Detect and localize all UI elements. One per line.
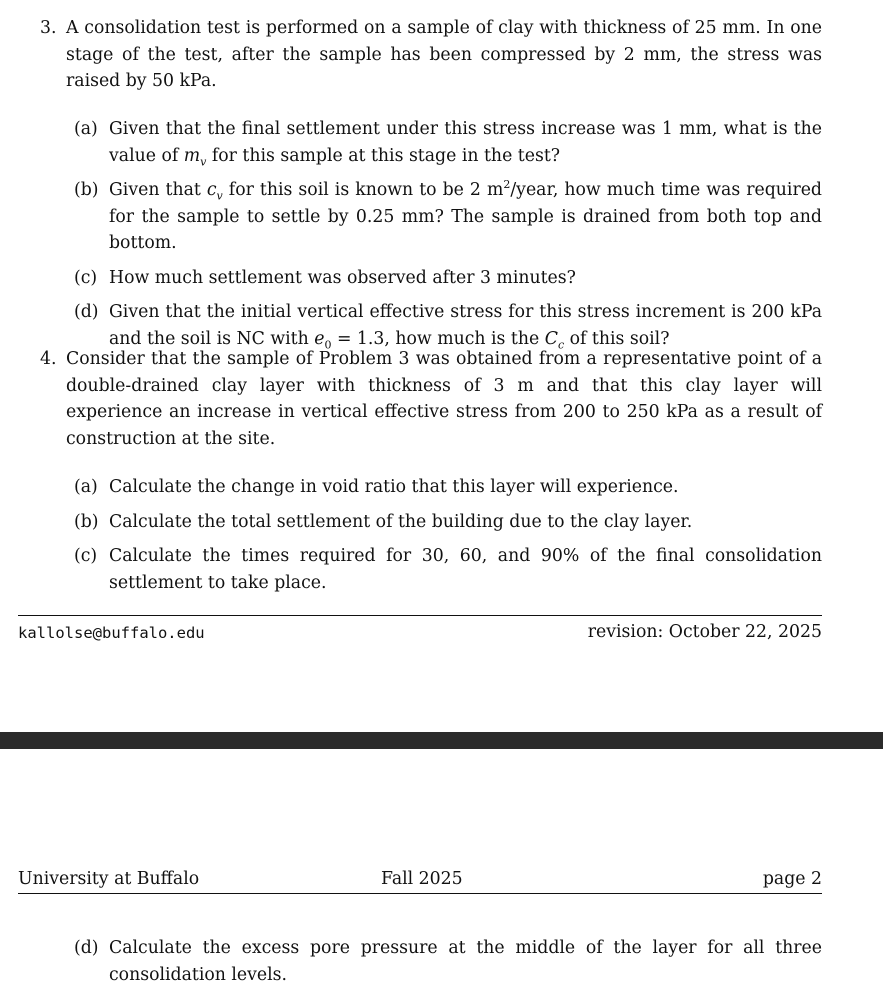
part-text: Calculate the change in void ratio that this layer will experience. [109,477,679,497]
problem-3-part-b [74,177,822,257]
problem-4-part-a [74,474,822,501]
part-text: Calculate the total settlement of the building due to the clay layer. [109,511,693,532]
part-text: Calculate the times required for 30, 60, and 90% of the final consolidation settlement to take place. [109,546,822,593]
part-text: How much settlement was observed after 3 minutes? [109,267,576,288]
part-label: (a) [74,119,98,139]
part-label: (c) [74,546,98,566]
part-text: Given that $c_v$ for this soil is known to be 2 $m^2$/year, how much time was required for the sample to settle by 0.25 mm? The sample is drained from both top and bottom. [109,178,822,253]
problem-3-parts [74,116,822,360]
part-label: (c) [74,267,98,288]
part-text: Calculate the excess pore pressure at the middle of the layer for all three consolidation levels. [109,938,822,985]
header-term: Fall 2025 [381,869,463,889]
problem-4-part-d [74,935,822,996]
part-label: (b) [74,180,99,200]
problem-4-part-b [74,509,822,536]
problem-4-number: 4. [40,349,57,369]
header-university: University at Buffalo [18,869,200,889]
page-break-bar [0,732,883,749]
continued-part [74,935,822,988]
problem-4-parts [74,474,822,604]
problem-4-part-c [74,543,822,596]
part-label: (a) [74,477,98,497]
problem-3 [40,15,822,95]
part-label: (b) [74,511,99,532]
problem-3-part-a [74,116,822,169]
problem-3-part-d [74,299,822,352]
header-page-number: page 2 [762,869,822,889]
footer-rule [18,615,822,616]
header-rule [18,893,822,894]
footer-revision: revision: October 22, 2025 [587,622,822,642]
problem-4 [40,346,822,452]
part-label: (d) [74,302,99,322]
footer-email: kallolse@buffalo.edu [18,624,205,642]
problem-3-part-c [74,265,822,292]
problem-3-statement: A consolidation test is performed on a sample of clay with thickness of 25 mm. In one stage of the test, after the sample has been compressed by 2 mm, the stress was raised by 50 kPa. [66,18,822,91]
part-label: (d) [74,938,99,958]
problem-3-number: 3. [40,18,57,38]
part-text: Given that the initial vertical effective stress for this stress increment is 200 kPa and the soil is NC with $e_0 = 1.3$, how much is the $C_c$ of this soil? [109,302,822,351]
part-text: Given that the final settlement under this stress increase was 1 mm, what is the value of $m_v$ for this sample at this stage in the test? [109,119,822,168]
problem-4-statement: Consider that the sample of Problem 3 was obtained from a representative point of a double-drained clay layer with thickness of 3 m and that this clay layer will experience an increase in vertical effective stress from 200 to 250 kPa as a result of construction at the site. [66,349,822,449]
